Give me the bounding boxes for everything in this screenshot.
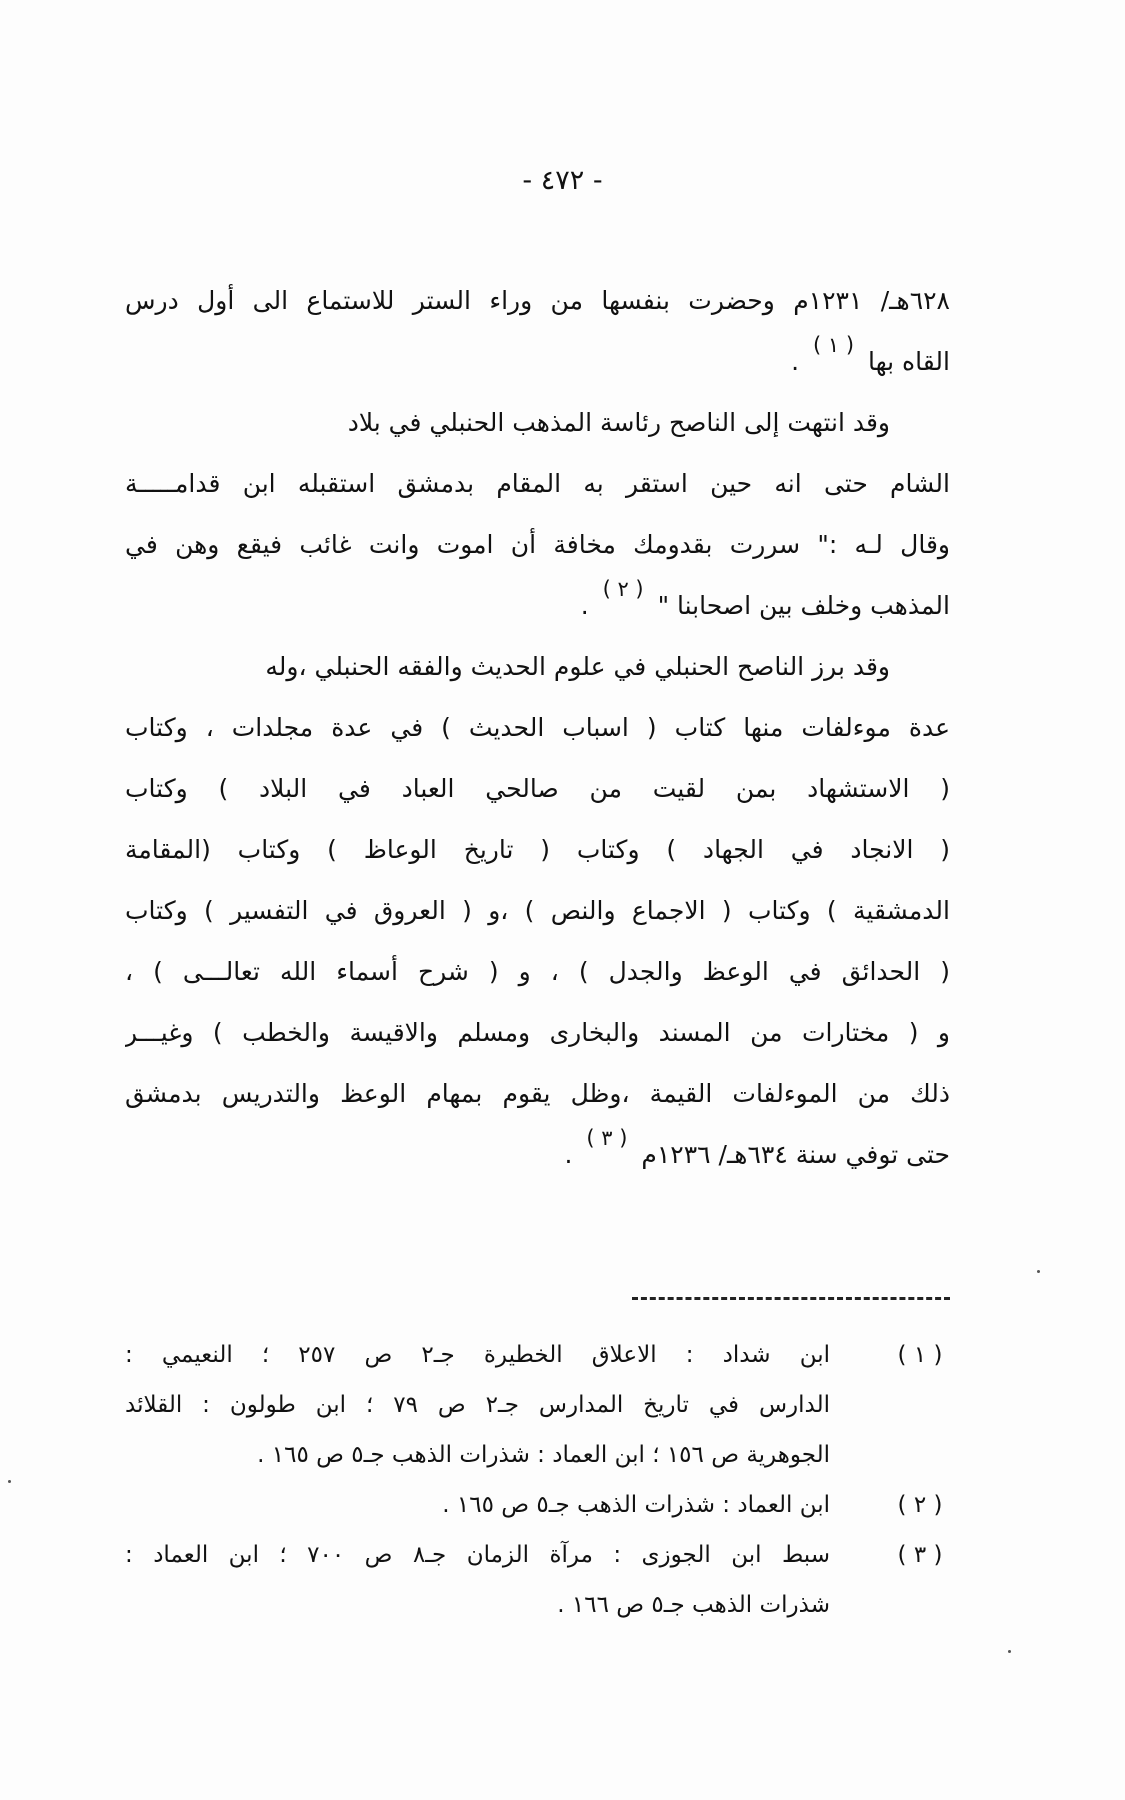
text-line: ذلك من الموءلفات القيمة ،وظل يقوم بمهام الوعظ والتدريس بدمشق <box>125 1079 950 1108</box>
page-number: - ٤٧٢ - <box>522 165 603 196</box>
footnote-number: ( ٢ ) <box>897 1492 943 1518</box>
text-line: و ( مختارات من المسند والبخارى ومسلم والاقيسة والخطب ) وغيـــر <box>125 1018 950 1047</box>
text-line-content: المذهب وخلف بين اصحابنا " <box>657 591 950 620</box>
footnote-reference: ( ١ ) <box>813 333 855 357</box>
text-line <box>125 575 950 636</box>
text-line <box>125 331 950 392</box>
text-line: ( الانجاد في الجهاد ) وكتاب ( تاريخ الوعاظ ) وكتاب (المقامة <box>125 835 950 864</box>
scan-speck <box>1008 1650 1011 1653</box>
footnote-item <box>125 1480 950 1530</box>
footnote-text: ابن العماد : شذرات الذهب جـ٥ ص ١٦٥ . <box>442 1492 830 1518</box>
footnote-item <box>125 1380 950 1430</box>
text-line: عدة موءلفات منها كتاب ( اسباب الحديث ) في عدة مجلدات ، وكتاب <box>125 713 950 742</box>
text-line-content: حتى توفي سنة ٦٣٤هـ/ ١٢٣٦م <box>641 1140 950 1169</box>
text-line: وقد برز الناصح الحنبلي في علوم الحديث والفقه الحنبلي ،وله <box>265 652 890 681</box>
footnote-reference: ( ٢ ) <box>602 577 644 601</box>
text-line: ( الحدائق في الوعظ والجدل ) ، و ( شرح أسماء الله تعالـــى ) ، <box>125 957 950 986</box>
sentence-end: . <box>791 347 800 376</box>
text-line: الشام حتى انه حين استقر به المقام بدمشق استقبله ابن قدامـــــة <box>125 469 950 498</box>
footnote-text: شذرات الذهب جـ٥ ص ١٦٦ . <box>557 1592 830 1618</box>
footnote-reference: ( ٣ ) <box>586 1126 628 1150</box>
text-line: وقال لـه :" سررت بقدومك مخافة أن اموت وانت غائب فيقع وهن في <box>125 530 950 559</box>
body-text <box>125 270 950 1185</box>
text-line <box>125 1124 950 1185</box>
footnote-text: الدارس في تاريخ المدارس جـ٢ ص ٧٩ ؛ ابن طولون : القلائد <box>125 1392 830 1418</box>
footnote-item <box>125 1430 950 1480</box>
scan-speck <box>1037 1270 1040 1273</box>
sentence-end: . <box>564 1140 573 1169</box>
footnote-separator <box>632 1297 950 1300</box>
footnote-text: الجوهرية ص ١٥٦ ؛ ابن العماد : شذرات الذهب جـ٥ ص ١٦٥ . <box>257 1442 830 1468</box>
footnote-item <box>125 1580 950 1630</box>
footnote-number: ( ٣ ) <box>897 1542 943 1568</box>
text-line-content: القاه بها <box>868 347 950 376</box>
footnote-number: ( ١ ) <box>897 1342 943 1368</box>
footnote-text: سبط ابن الجوزى : مرآة الزمان جـ٨ ص ٧٠٠ ؛ ابن العماد : <box>125 1542 830 1568</box>
footnote-item <box>125 1530 950 1580</box>
footnote-item <box>125 1330 950 1380</box>
footnotes <box>125 1330 950 1630</box>
scan-speck <box>8 1480 11 1483</box>
text-line: الدمشقية ) وكتاب ( الاجماع والنص ) ،و ( العروق في التفسير ) وكتاب <box>125 896 950 925</box>
text-line: ( الاستشهاد بمن لقيت من صالحي العباد في البلاد ) وكتاب <box>125 774 950 803</box>
text-line: وقد انتهت إلى الناصح رئاسة المذهب الحنبلي في بلاد <box>347 408 890 437</box>
sentence-end: . <box>580 591 589 620</box>
text-line: ٦٢٨هـ/ ١٢٣١م وحضرت بنفسها من وراء الستر للاستماع الى أول درس <box>125 286 950 315</box>
footnote-text: ابن شداد : الاعلاق الخطيرة جـ٢ ص ٢٥٧ ؛ النعيمي : <box>125 1342 830 1368</box>
